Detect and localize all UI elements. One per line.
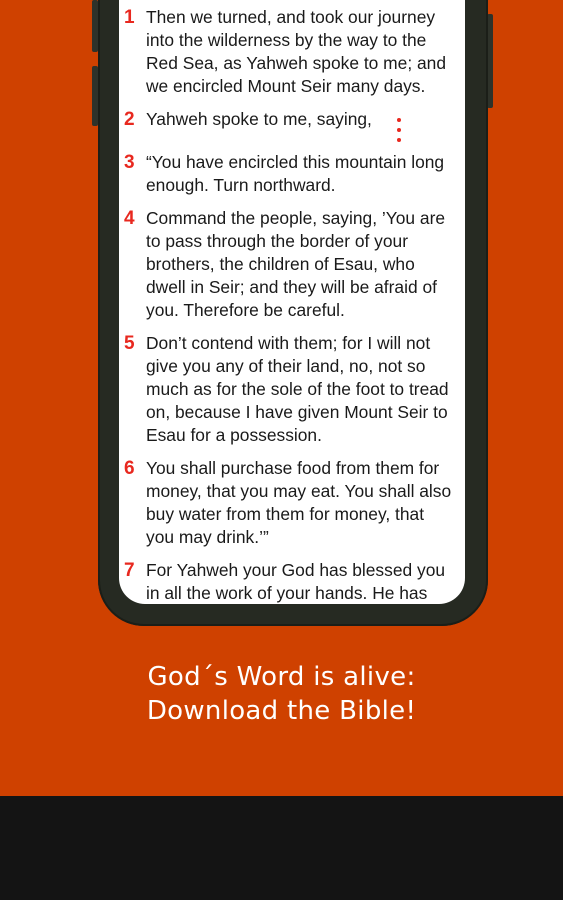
verse-number: 6: [124, 458, 135, 479]
verse-text-line: much as for the sole of the foot to tread: [146, 379, 449, 399]
verse-text-line: Don’t contend with them; for I will not: [146, 333, 431, 353]
verse-list: [119, 6, 465, 604]
verse-text-line: For Yahweh your God has blessed you: [146, 560, 446, 580]
verse-number: 4: [124, 208, 135, 229]
verse-number: 5: [124, 333, 135, 354]
verse-text-line: give you any of their land, no, not so: [146, 356, 426, 376]
verse-text-line: Command the people, saying, ’You are: [146, 208, 446, 228]
kebab-dot: [397, 128, 401, 132]
verse-text-line: you. Therefore be careful.: [146, 300, 345, 320]
more-options-icon[interactable]: [395, 118, 403, 142]
verse-text-line: enough. Turn northward.: [146, 175, 336, 195]
verse-text-line: You shall purchase food from them for: [146, 458, 440, 478]
verse-text-line: Yahweh spoke to me, saying,: [146, 109, 372, 129]
verse-text-line: buy water from them for money, that: [146, 504, 425, 524]
kebab-dot: [397, 118, 401, 122]
verse-number: 2: [124, 109, 135, 130]
verse-4[interactable]: [119, 207, 465, 322]
promo-line-2: Download the Bible!: [146, 696, 417, 726]
verse-number: 7: [124, 560, 135, 581]
verse-text-line: in all the work of your hands. He has: [146, 583, 428, 603]
verse-text-line: “You have encircled this mountain long: [146, 152, 445, 172]
verse-text-line: we encircled Mount Seir many days.: [146, 76, 426, 96]
verse-text-line: Esau for a possession.: [146, 425, 322, 445]
kebab-dot: [397, 138, 401, 142]
verse-text-line: brothers, the children of Esau, who: [146, 254, 415, 274]
verse-2[interactable]: [119, 108, 465, 131]
verse-1[interactable]: [119, 6, 465, 98]
verse-text-line: to pass through the border of your: [146, 231, 408, 251]
verse-6[interactable]: [119, 457, 465, 549]
verse-3[interactable]: [119, 151, 465, 197]
bottom-band: [0, 796, 563, 900]
promo-line-1: God´s Word is alive:: [147, 662, 416, 692]
verse-7[interactable]: [119, 559, 465, 604]
verse-number: 3: [124, 152, 135, 173]
verse-text-line: Then we turned, and took our journey: [146, 7, 436, 27]
verse-text-line: you may drink.’”: [146, 527, 269, 547]
promo-tagline: [0, 660, 563, 728]
verse-5[interactable]: [119, 332, 465, 447]
verse-text-line: money, that you may eat. You shall also: [146, 481, 452, 501]
verse-text-line: Red Sea, as Yahweh spoke to me; and: [146, 53, 447, 73]
verse-text-line: on, because I have given Mount Seir to: [146, 402, 448, 422]
verse-text-line: into the wilderness by the way to the: [146, 30, 427, 50]
verse-number: 1: [124, 7, 135, 28]
verse-text-line: dwell in Seir; and they will be afraid of: [146, 277, 437, 297]
phone-screen: [119, 0, 465, 604]
